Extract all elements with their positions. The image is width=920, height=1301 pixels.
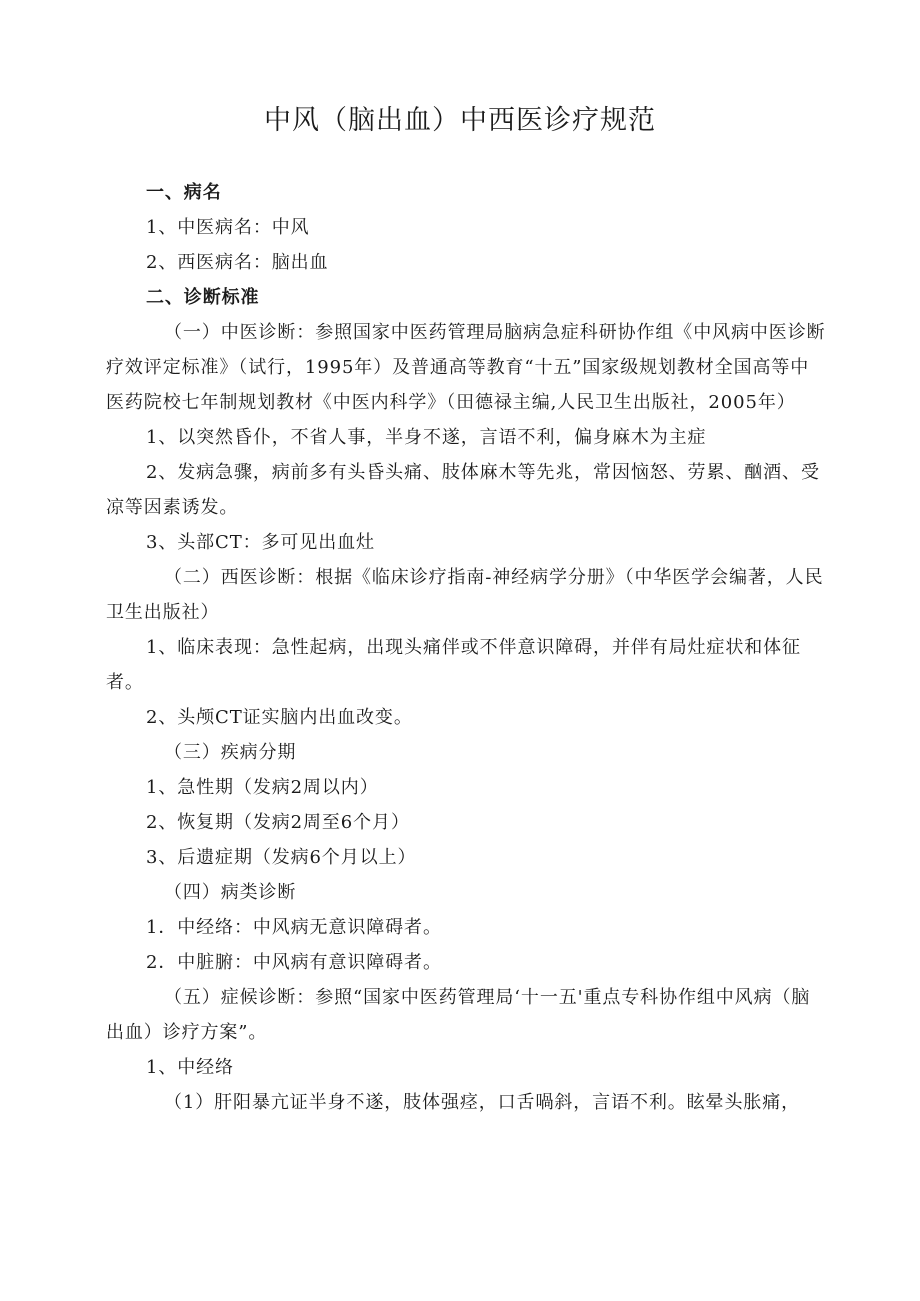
paragraph: 1、临床表现：急性起病，出现头痛伴或不伴意识障碍，并伴有局灶症状和体征者。	[106, 637, 801, 693]
paragraph: 1、中经络	[146, 1057, 234, 1078]
paragraph: 2、西医病名：脑出血	[146, 252, 329, 273]
paragraph: （三）疾病分期	[164, 742, 297, 763]
paragraph: 3、头部CT：多可见出血灶	[146, 532, 375, 553]
paragraph: （四）病类诊断	[164, 882, 297, 903]
document-title: 中风（脑出血）中西医诊疗规范	[264, 105, 656, 136]
paragraph: 1、急性期（发病2周以内）	[146, 777, 379, 798]
paragraph: 2、恢复期（发病2周至6个月）	[146, 812, 410, 833]
paragraph: （五）症候诊断：参照“国家中医药管理局‘十一五'重点专科协作组中风病（脑出血）诊疗方案”。	[106, 987, 811, 1043]
paragraph: 1．中经络：中风病无意识障碍者。	[146, 917, 442, 938]
paragraph: 2、发病急骤，病前多有头昏头痛、肢体麻木等先兆，常因恼怒、劳累、酗酒、受凉等因素诱发。	[106, 462, 820, 518]
document-body	[106, 175, 826, 1120]
paragraph: 2．中脏腑：中风病有意识障碍者。	[146, 952, 442, 973]
paragraph: （二）西医诊断：根据《临床诊疗指南-神经病学分册》（中华医学会编著，人民卫生出版社）	[106, 567, 824, 623]
section-heading: 一、病名	[146, 182, 222, 203]
paragraph: （1）肝阳暴亢证半身不遂，肢体强痉，口舌喎斜，言语不利。眩晕头胀痛，	[164, 1092, 801, 1113]
paragraph: 1、以突然昏仆，不省人事，半身不遂，言语不利，偏身麻木为主症	[146, 427, 707, 448]
paragraph: 2、头颅CT证实脑内出血改变。	[146, 707, 413, 728]
paragraph: 3、后遗症期（发病6个月以上）	[146, 847, 417, 868]
section-heading: 二、诊断标准	[146, 287, 260, 308]
paragraph: （一）中医诊断：参照国家中医药管理局脑病急症科研协作组《中风病中医诊断疗效评定标准》（试行，1995年）及普通高等教育“十五”国家级规划教材全国高等中医药院校七年制规划教材《中医内科学》（田德禄主编,人民卫生出版社，2005年）	[106, 322, 826, 413]
paragraph: 1、中医病名：中风	[146, 217, 310, 238]
